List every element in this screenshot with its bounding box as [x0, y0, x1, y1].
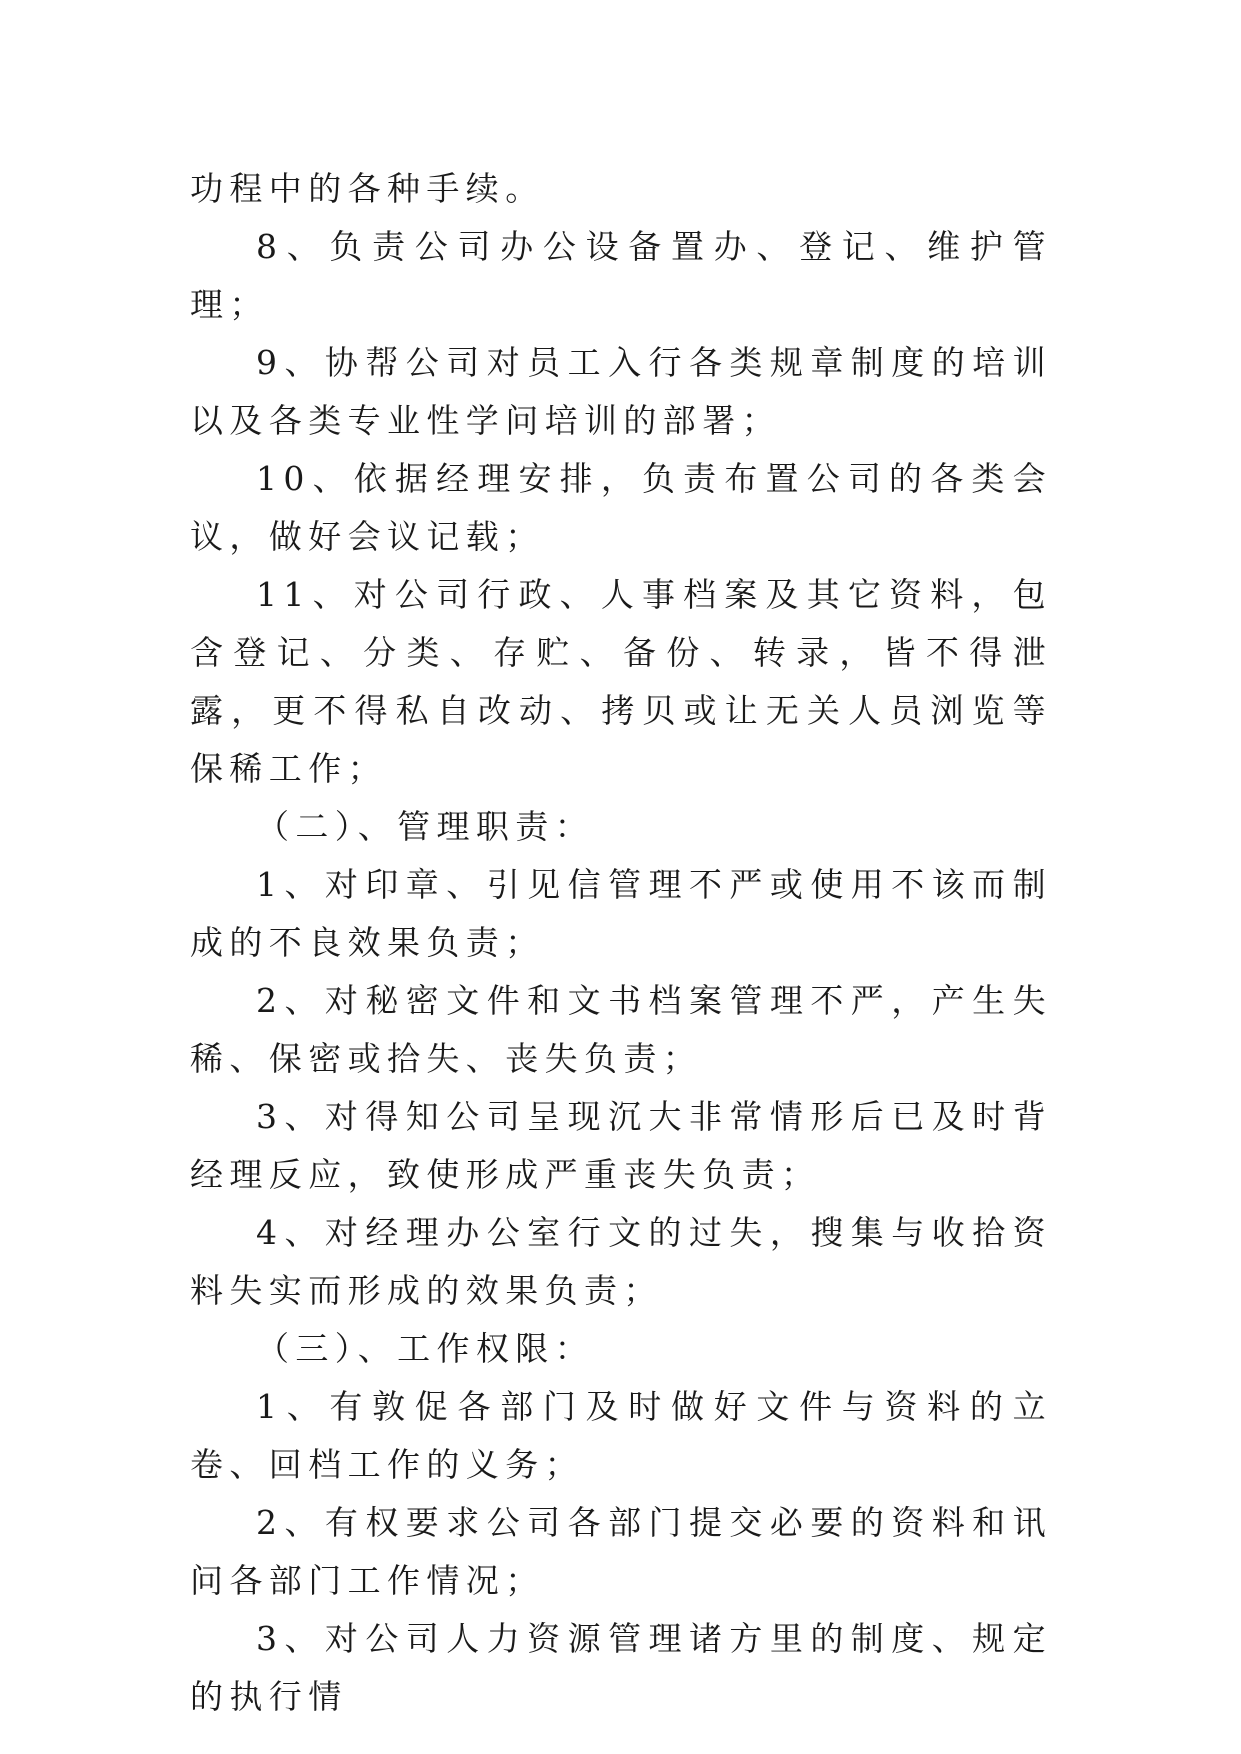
paragraph-item-9: 9、协帮公司对员工入行各类规章制度的培训以及各类专业性学问培训的部署； [190, 343, 1052, 440]
section-heading-management-duties: （二）、管理职责： [256, 807, 595, 846]
section-heading-work-authority: （三）、工作权限： [256, 1329, 595, 1368]
paragraph-authority-3: 3、对公司人力资源管理诸方里的制度、规定的执行情 [190, 1619, 1052, 1716]
document-body [190, 160, 1052, 1726]
paragraph-authority-2: 2、有权要求公司各部门提交必要的资料和讯问各部门工作情况； [190, 1503, 1052, 1600]
paragraph-item-11: 11、对公司行政、人事档案及其它资料，包含登记、分类、存贮、备份、转录，皆不得泄露，更不得私自改动、拷贝或让无关人员浏览等保稀工作； [190, 575, 1052, 788]
paragraph-duty-4: 4、对经理办公室行文的过失，搜集与收拾资料失实而形成的效果负责； [190, 1213, 1052, 1310]
paragraph-authority-1: 1、有敦促各部门及时做好文件与资料的立卷、回档工作的义务； [190, 1387, 1052, 1484]
paragraph-item-10: 10、依据经理安排，负责布置公司的各类会议，做好会议记载； [190, 459, 1052, 556]
paragraph-duty-1: 1、对印章、引见信管理不严或使用不该而制成的不良效果负责； [190, 865, 1052, 962]
paragraph-duty-3: 3、对得知公司呈现沉大非常情形后已及时背经理反应，致使形成严重丧失负责； [190, 1097, 1052, 1194]
paragraph-duty-2: 2、对秘密文件和文书档案管理不严，产生失稀、保密或拾失、丧失负责； [190, 981, 1052, 1078]
paragraph-item-8: 8、负责公司办公设备置办、登记、维护管理； [190, 227, 1052, 324]
paragraph-continuation: 功程中的各种手续。 [190, 169, 545, 208]
